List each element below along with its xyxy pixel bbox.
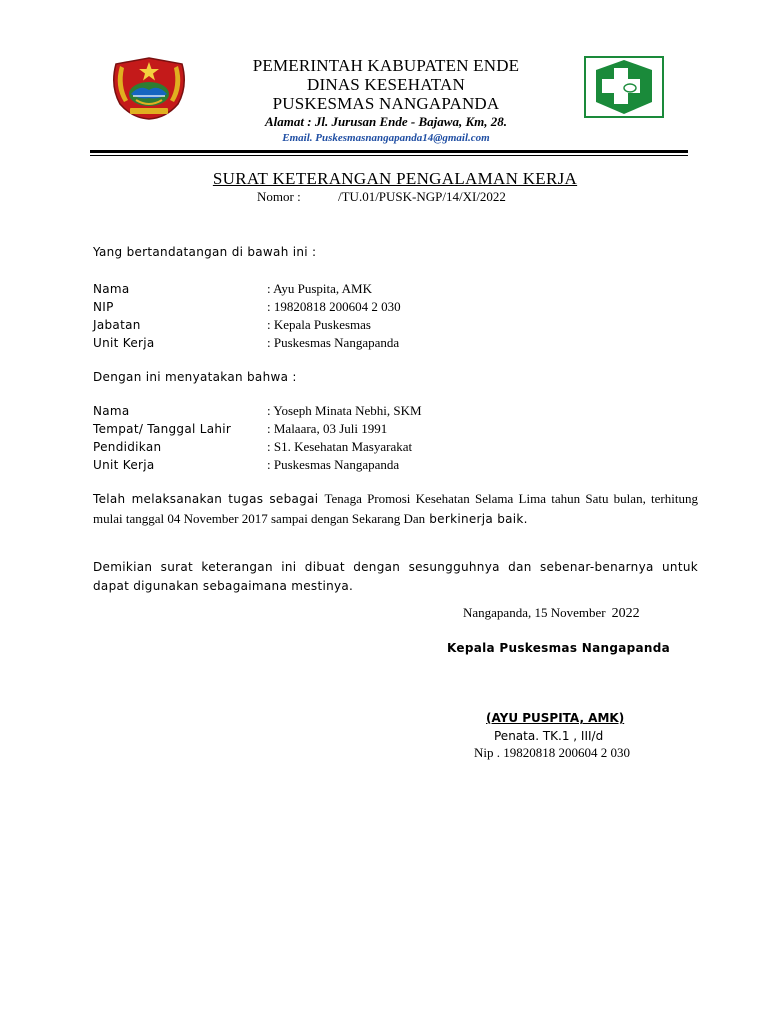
letterhead-government: PEMERINTAH KABUPATEN ENDE [252, 56, 520, 75]
detail-label: Jabatan [93, 318, 141, 332]
employee-details [93, 402, 493, 474]
service-paragraph-end: berkinerja baik. [425, 512, 528, 526]
detail-value: : S1. Kesehatan Masyarakat [267, 439, 413, 454]
detail-row [93, 298, 493, 316]
signer-name: (AYU PUSPITA, AMK) [486, 711, 625, 725]
detail-row [93, 456, 493, 474]
service-paragraph [93, 489, 698, 529]
place-date-year: 2022 [611, 606, 640, 621]
detail-row [93, 402, 493, 420]
detail-value: : 19820818 200604 2 030 [267, 299, 401, 314]
detail-row [93, 334, 493, 352]
puskesmas-cross-logo [584, 56, 664, 118]
letterhead-divider-thick [90, 150, 688, 153]
detail-row [93, 420, 493, 438]
detail-label: Nama [93, 404, 130, 418]
letterhead-email: Email. Puskesmasnangapanda14@gmail.com [282, 132, 490, 144]
detail-label: Unit Kerja [93, 458, 155, 472]
detail-value: : Yoseph Minata Nebhi, SKM [267, 403, 422, 418]
detail-label: Nama [93, 282, 130, 296]
detail-value: : Kepala Puskesmas [267, 317, 371, 332]
letter-title: SURAT KETERANGAN PENGALAMAN KERJA [212, 169, 578, 188]
kabupaten-ende-crest-logo [108, 56, 190, 120]
service-paragraph-body: Tenaga Promosi Kesehatan Selama Lima tahun Satu bulan, terhitung mulai tanggal 04 November 2017 sampai dengan Sekarang Dan [93, 491, 698, 526]
letterhead [200, 56, 572, 145]
detail-value: : Puskesmas Nangapanda [267, 335, 400, 350]
letter-number-value: /TU.01/PUSK-NGP/14/XI/2022 [338, 189, 506, 204]
letterhead-department: DINAS KESEHATAN [307, 75, 465, 94]
service-paragraph-lead: Telah melaksanakan tugas sebagai [93, 492, 325, 506]
detail-row [93, 280, 493, 298]
detail-value: : Malaara, 03 Juli 1991 [267, 421, 388, 436]
detail-label: Pendidikan [93, 440, 162, 454]
signatory-details [93, 280, 493, 352]
detail-row [93, 438, 493, 456]
detail-value: : Ayu Puspita, AMK [267, 281, 372, 296]
detail-label: Tempat/ Tanggal Lahir [93, 422, 232, 436]
detail-label: Unit Kerja [93, 336, 155, 350]
intro-text: Yang bertandatangan di bawah ini : [93, 245, 317, 259]
letter-number-label: Nomor : [257, 189, 301, 204]
place-date-text: Nangapanda, 15 November [463, 605, 606, 620]
letterhead-address: Alamat : Jl. Jurusan Ende - Bajawa, Km, 28. [265, 114, 507, 129]
statement-text: Dengan ini menyatakan bahwa : [93, 370, 297, 384]
letter-number [257, 189, 506, 205]
detail-row [93, 316, 493, 334]
closing-paragraph: Demikian surat keterangan ini dibuat dengan sesungguhnya dan sebenar-benarnya untuk dapat digunakan sebagaimana mestinya. [93, 560, 698, 593]
signer-position: Kepala Puskesmas Nangapanda [447, 641, 671, 655]
letterhead-puskesmas: PUSKESMAS NANGAPANDA [272, 94, 500, 113]
detail-value: : Puskesmas Nangapanda [267, 457, 400, 472]
detail-label: NIP [93, 300, 114, 314]
signer-nip: Nip . 19820818 200604 2 030 [474, 745, 630, 760]
letterhead-divider-thin [90, 155, 688, 156]
signer-rank: Penata. TK.1 , III/d [494, 729, 604, 743]
place-date [463, 605, 640, 622]
